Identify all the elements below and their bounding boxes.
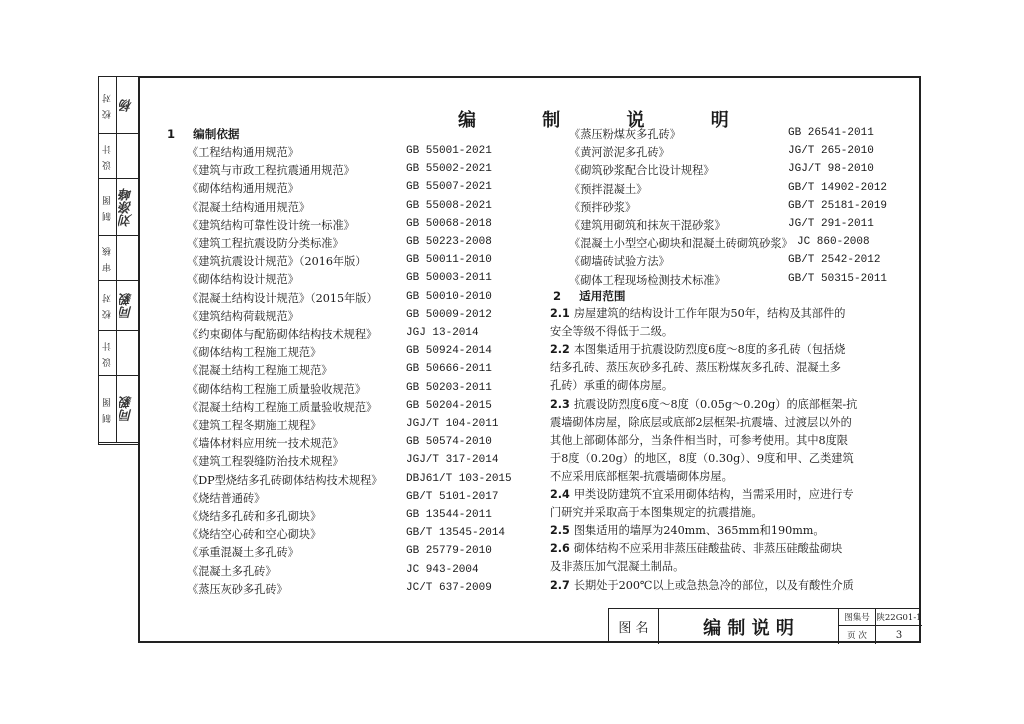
clause-number: 2.4 [550,488,570,501]
reference-code: GB 50924-2014 [406,345,492,358]
reference-title: 《预拌混凝土》 [569,182,648,196]
signature-row [99,179,139,236]
paragraph-line [550,341,895,359]
signature-role-text: 设 计 [103,142,113,170]
clause-text: 其他上部砌体部分，当条件相当时，可参考使用。其中8度限 [550,433,848,447]
signature-row-label [99,179,117,235]
reference-title: 《混凝土结构工程施工规范》 [187,364,333,378]
clause-text: 抗震设防烈度6度～8度（0.05g～0.20g）的底部框架-抗 [573,397,858,411]
signature-cell [116,236,139,280]
reference-title: 《混凝土多孔砖》 [187,564,277,578]
signature-row-label [99,77,117,133]
clause-number: 2.6 [550,542,570,556]
title-block-page-number: 3 [895,629,903,641]
reference-title: 《砌体结构工程施工规范》 [187,346,322,360]
reference-code: GB/T 25181-2019 [788,199,888,212]
paragraph-line [550,377,895,395]
signature-row [99,134,139,179]
reference-code: GB 50574-2010 [406,436,492,449]
reference-title: 《蒸压粉煤灰多孔砖》 [569,128,681,141]
reference-code: GB 55002-2021 [406,163,492,176]
clause-text: 甲类设防建筑不宜采用砌体结构，当需采用时，应进行专 [573,488,854,501]
clause-number: 2.5 [550,524,570,538]
reference-title: 《混凝土结构工程施工质量验收规范》 [187,400,378,414]
section-1-title: 编制依据 [193,127,240,141]
signature-cell [116,134,139,178]
signature-role-text: 设 计 [103,339,113,367]
paragraph-line [550,540,895,558]
paragraph-line [550,468,895,486]
reference-title: 《混凝土结构设计规范》（2015年版） [187,291,378,305]
reference-title: 《混凝土小型空心砌块和混凝土砖砌筑砂浆》 [569,237,793,251]
clause-text: 长期处于200℃以上或急热急冷的部位，以及有酸性介质 [573,578,854,592]
reference-title: 《砌体结构通用规范》 [187,182,299,196]
reference-code: GB 50068-2018 [406,217,492,230]
reference-title: 《建筑结构可靠性设计统一标准》 [187,218,355,232]
title-block-name-label: 图 名 [609,609,659,644]
reference-title: 《砌墙砖试验方法》 [569,255,670,269]
paragraph-line [550,577,895,595]
reference-title: 《混凝土结构通用规范》 [187,200,311,214]
section-2-heading [553,288,626,304]
signature-row-label [99,281,117,330]
clause-number: 2.2 [550,343,570,357]
reference-title: 《砌体工程现场检测技术标准》 [569,273,726,287]
signature-cell [116,179,139,235]
reference-title: 《建筑工程抗震设防分类标准》 [187,237,344,250]
reference-code: GB 55008-2021 [406,199,492,212]
title-block-drawing-name: 编 制 说 明 [659,609,839,644]
reference-title: 《烧结多孔砖和多孔砌块》 [187,510,322,523]
paragraph-line [550,504,895,522]
reference-code: JC/T 637-2009 [406,581,492,594]
reference-code: JGJ/T 104-2011 [406,418,499,430]
page-title: 编 制 说 明 [458,110,759,131]
reference-code: GB 50666-2011 [406,363,492,376]
reference-title: 《承重混凝土多孔砖》 [187,546,299,560]
paragraph-line [550,450,895,468]
reference-title: 《墙体材料应用统一技术规范》 [187,437,344,451]
signature-strip [98,76,138,445]
clause-text: 门研究并采取高于本图集规定的抗震措施。 [550,506,763,520]
paragraph-line [550,486,895,504]
paragraph-line [550,396,895,414]
title-block-set-number: 陕22G01-1 [876,609,922,626]
clause-text: 结多孔砖、蒸压灰砂多孔砖、蒸压粉煤灰多孔砖、混凝土多 [550,361,841,375]
reference-title: 《烧结普通砖》 [187,491,266,505]
clause-text: 房屋建筑的结构设计工作年限为50年，结构及其部件的 [573,307,846,320]
reference-title: 《建筑抗震设计规范》（2016年版） [187,255,367,269]
signature-row [99,331,139,376]
reference-code: GB 25779-2010 [406,545,492,558]
section-1-number: 1 [167,127,176,141]
title-block [608,608,921,643]
handwritten-signature: 杨 [120,98,135,112]
clause-number: 2.1 [550,307,570,320]
reference-code: GB 50203-2011 [406,381,492,394]
handwritten-signature: 同毅 [120,292,135,319]
signature-row-label [99,134,117,178]
clause-text: 孔砖）承重的砌体房屋。 [550,379,674,393]
section-2-number: 2 [553,289,562,303]
clause-text: 震墙砌体房屋，除底层或底部2层框架-抗震墙、过渡层以外的 [550,415,852,429]
paragraph-line [550,414,895,432]
clause-number: 2.7 [550,578,570,592]
handwritten-signature: 刘涤峰 [120,187,135,227]
reference-title: 《砌筑砂浆配合比设计规程》 [569,164,715,178]
reference-title: 《建筑工程冬期施工规程》 [187,419,322,432]
handwritten-signature: 同毅 [120,396,135,422]
reference-code: JC 943-2004 [406,563,479,576]
signature-role-text: 审 核 [103,244,113,272]
reference-code: GB 50003-2011 [406,272,492,285]
reference-code: GB/T 2542-2012 [788,254,881,267]
reference-code: GB 13544-2011 [406,509,492,521]
reference-code: GB 26541-2011 [788,127,874,139]
reference-code: GB 50009-2012 [406,308,492,321]
reference-code: GB 50223-2008 [406,236,492,248]
reference-code: GB 50011-2010 [406,254,492,267]
reference-code: GB 55007-2021 [406,181,492,194]
clause-text: 砌体结构不应采用非蒸压硅酸盐砖、非蒸压硅酸盐砌块 [573,542,843,556]
clause-text: 于8度（0.20g）的地区，8度（0.30g）、9度和甲、乙类建筑 [550,451,854,465]
reference-title: 《砌体结构工程施工质量验收规范》 [187,382,367,396]
reference-title: 《黄河淤泥多孔砖》 [569,146,670,160]
reference-code: GB 50010-2010 [406,290,492,303]
paragraph-line [550,359,895,377]
reference-title: 《工程结构通用规范》 [187,146,299,159]
paragraph-line [550,323,895,341]
signature-row [99,281,139,331]
reference-code: GB 50204-2015 [406,399,492,412]
signature-cell [116,281,139,330]
signature-cell [116,376,139,442]
reference-title: 《预拌砂浆》 [569,200,637,214]
reference-title: 《建筑与市政工程抗震通用规范》 [187,164,355,178]
title-block-set-label: 图集号 [839,609,876,626]
signature-cell [116,331,139,375]
clause-text: 图集适用的墙厚为240mm、365mm和190mm。 [573,524,825,538]
signature-role-text: 制 图 [103,395,113,423]
reference-code: GB/T 14902-2012 [788,181,888,194]
clause-text: 安全等级不得低于二级。 [550,325,674,339]
reference-code: JG/T 265-2010 [788,145,874,158]
reference-title: 《砌体结构设计规范》 [187,273,299,287]
reference-code: JGJ/T 98-2010 [788,163,874,176]
reference-code: GB/T 5101-2017 [406,490,499,503]
title-block-page-label: 页 次 [839,626,876,644]
reference-code: GB/T 50315-2011 [788,272,888,285]
paragraph-line [550,305,895,323]
signature-row [99,236,139,281]
reference-title: 《烧结空心砖和空心砌块》 [187,528,322,542]
reference-code: JGJ 13-2014 [406,327,479,339]
paragraph-line [550,432,895,450]
signature-row-label [99,331,117,375]
reference-code: GB/T 13545-2014 [406,527,506,540]
signature-role-text: 制 图 [103,193,113,221]
signature-row [99,77,139,134]
clause-text: 不应采用底部框架-抗震墙砌体房屋。 [550,469,733,483]
signature-row-label [99,376,117,442]
signature-role-text: 校 对 [103,292,113,319]
reference-code: JG/T 291-2011 [788,218,874,230]
reference-code: DBJ61/T 103-2015 [406,472,512,485]
reference-title: 《蒸压灰砂多孔砖》 [187,582,288,596]
reference-title: 《DP型烧结多孔砖砌体结构技术规程》 [187,473,383,487]
clause-number: 2.3 [550,397,570,411]
signature-row [99,376,139,443]
reference-code: JC 860-2008 [797,236,870,249]
section-2-title: 适用范围 [579,289,626,303]
reference-title: 《约束砌体与配筋砌体结构技术规程》 [187,328,378,341]
signature-row-label [99,236,117,280]
paragraph-line [550,522,895,540]
reference-code: JGJ/T 317-2014 [406,454,499,467]
section-1-heading [167,126,240,142]
signature-role-text: 校 对 [103,91,113,119]
signature-cell [116,77,139,133]
reference-code: GB 55001-2021 [406,145,492,157]
clause-text: 本图集适用于抗震设防烈度6度～8度的多孔砖（包括烧 [573,343,846,357]
reference-title: 《建筑结构荷载规范》 [187,309,299,323]
paragraph-line [550,558,895,576]
clause-text: 及非蒸压加气混凝土制品。 [550,560,685,574]
reference-title: 《建筑用砌筑和抹灰干混砂浆》 [569,219,726,232]
reference-title: 《建筑工程裂缝防治技术规程》 [187,455,344,469]
